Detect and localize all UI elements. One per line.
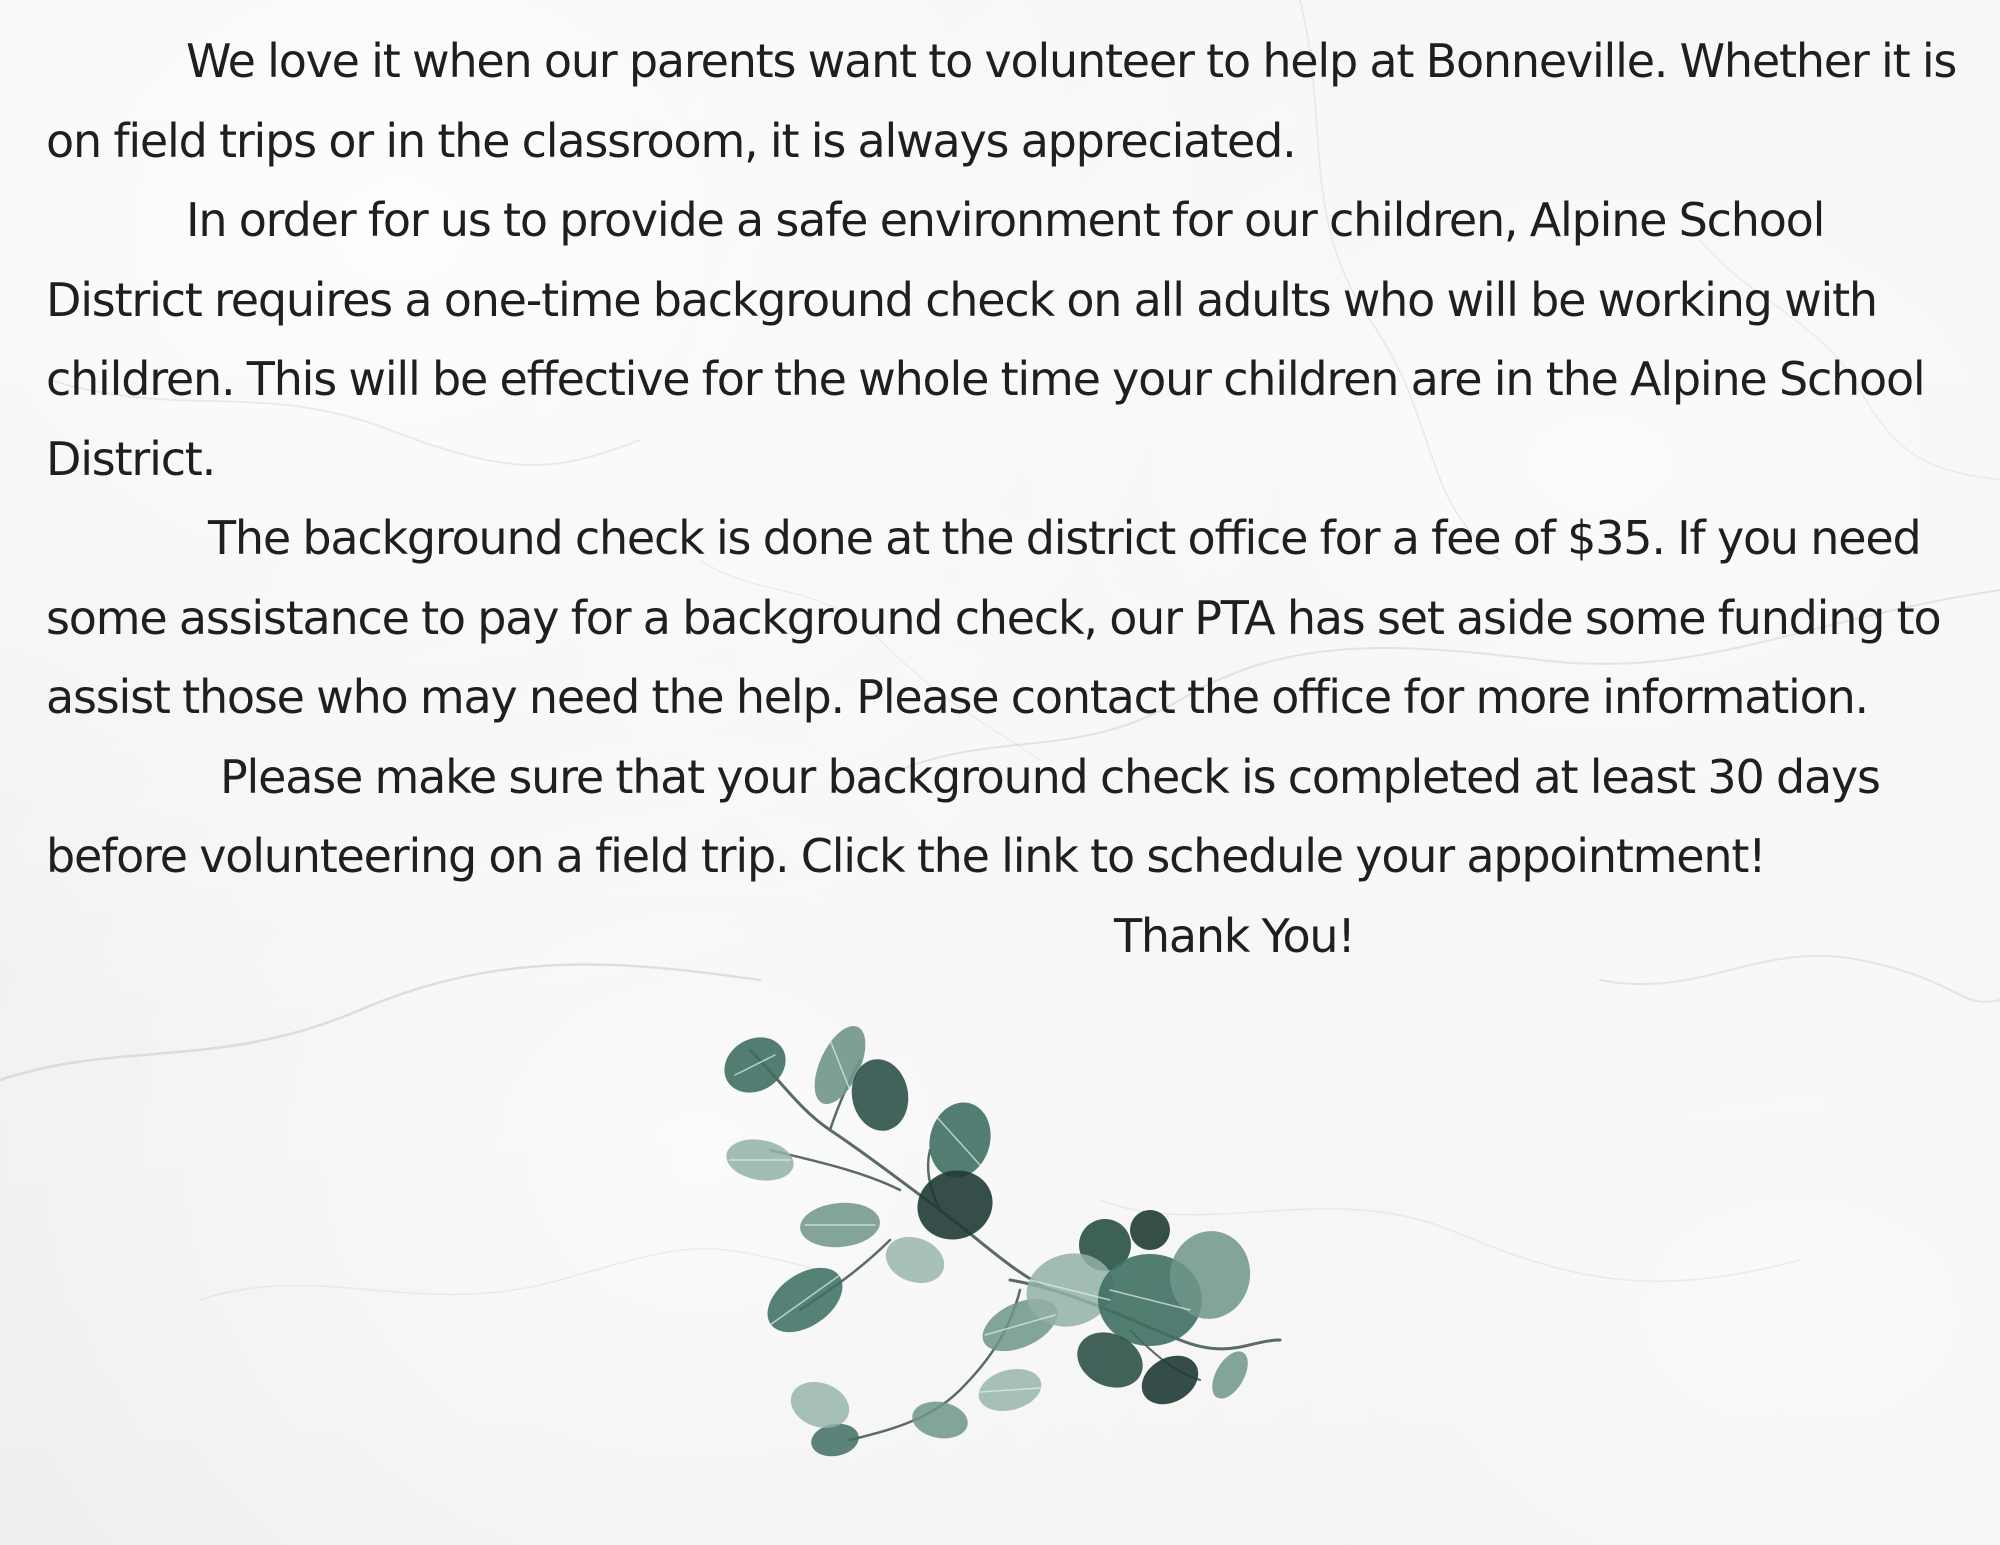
eucalyptus-sprig-icon (710, 1020, 1290, 1470)
closing-thank-you: Thank You! (1114, 908, 1355, 963)
paragraph-schedule-appointment: Please make sure that your background check is completed at least 30 days before volunteering on a field trip. Click the link to schedule your appointment! (46, 749, 1880, 883)
letter-body (46, 22, 1966, 976)
paragraph-fee-assistance: The background check is done at the district office for a fee of $35. If you need some assistance to pay for a background check, our PTA has set aside some funding to assist those who may need the help. Please contact the office for more information. (46, 511, 1941, 724)
paragraph-volunteer-welcome: We love it when our parents want to volunteer to help at Bonneville. Whether it is on field trips or in the classroom, it is always appreciated. (46, 34, 1957, 168)
paragraph-background-check-requirement: In order for us to provide a safe environment for our children, Alpine School District requires a one-time background check on all adults who will be working with children. This will be effective for the whole time your children are in the Alpine School District. (46, 193, 1925, 486)
